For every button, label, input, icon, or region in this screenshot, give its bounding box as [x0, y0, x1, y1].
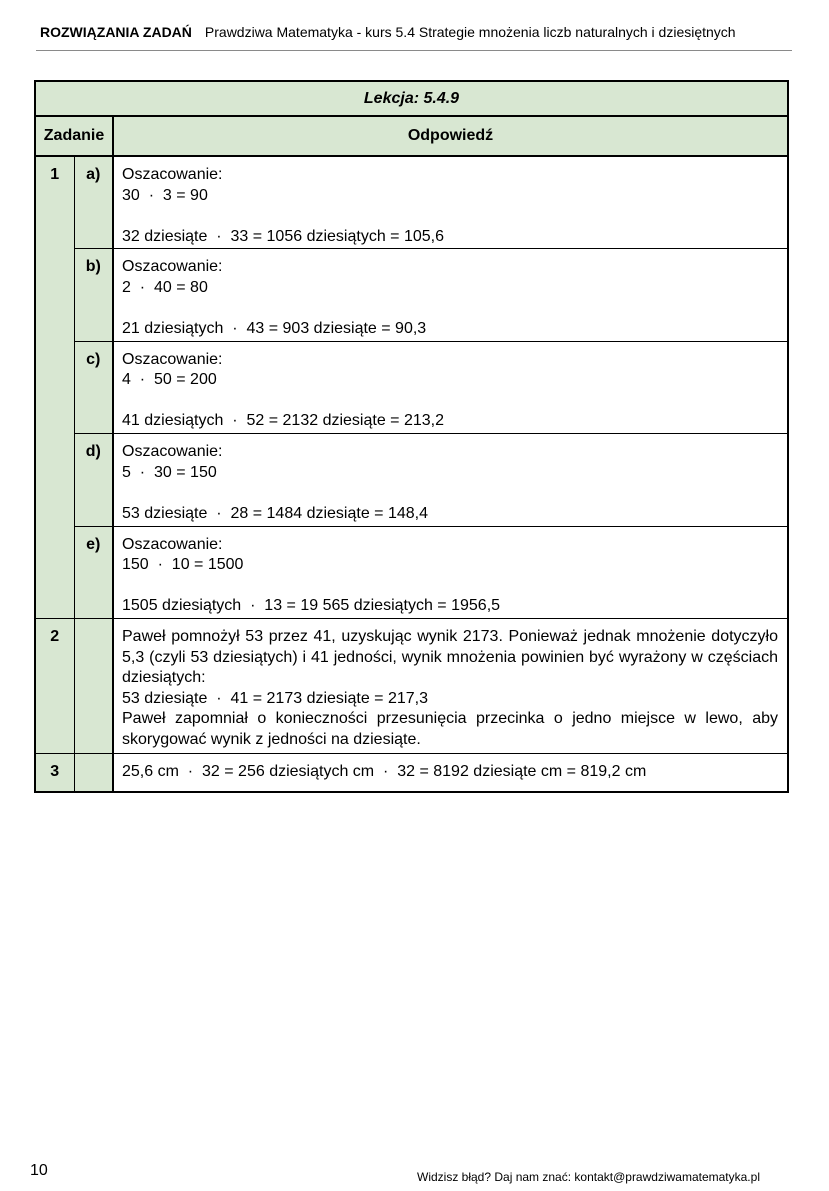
answer-line: 53 dziesiąte · 28 = 1484 dziesiąte = 148,4 — [122, 504, 428, 522]
answer-line: 150 · 10 = 1500 — [122, 556, 244, 573]
lesson-row — [35, 81, 788, 116]
answer-line: 53 dziesiąte · 41 = 2173 dziesiąte = 217,3 — [122, 689, 428, 707]
answer-line: Paweł pomnożył 53 przez 41, uzyskując wynik 2173. Ponieważ jednak mnożenie dotyczyło 5,3 (czyli 53 dziesiątych) i 41 jedności, wynik mnożenia powinien być wyrażony w częściach dziesiątych: — [122, 628, 783, 686]
task-1c-letter: c) — [74, 341, 113, 434]
task-2-row — [35, 619, 788, 754]
column-header-row — [35, 116, 788, 156]
solutions-table — [34, 80, 789, 793]
answer-line — [122, 576, 778, 597]
task-2-number: 2 — [35, 619, 74, 754]
task-1b-letter: b) — [74, 249, 113, 342]
task-1a-answer — [113, 156, 788, 249]
task-3-row — [35, 754, 788, 792]
answer-line: 30 · 3 = 90 — [122, 186, 208, 204]
task-2-answer — [113, 619, 788, 754]
answer-line: Oszacowanie: — [122, 350, 223, 368]
task-1d-letter: d) — [74, 434, 113, 527]
task-1e-answer — [113, 526, 788, 619]
answer-line: Paweł zapomniał o konieczności przesunięcia przecinka o jedno miejsce w lewo, aby skorygować wynik z jedności na dziesiąte. — [122, 710, 783, 748]
task-1e-letter: e) — [74, 526, 113, 619]
answer-line: 25,6 cm · 32 = 256 dziesiątych cm · 32 = 8192 dziesiąte cm = 819,2 cm — [122, 763, 647, 780]
answer-line: 41 dziesiątych · 52 = 2132 dziesiąte = 213,2 — [122, 412, 444, 429]
course-title: Prawdziwa Matematyka - kurs 5.4 Strategie mnożenia liczb naturalnych i dziesiętnych — [204, 24, 736, 40]
answer-line: 1505 dziesiątych · 13 = 19 565 dziesiątych = 1956,5 — [122, 597, 501, 614]
task-1-number: 1 — [35, 156, 74, 619]
task-2-letter — [74, 619, 113, 754]
answer-line: 2 · 40 = 80 — [122, 278, 208, 296]
page-number: 10 — [30, 1162, 48, 1179]
column-header-answer: Odpowiedź — [113, 116, 788, 156]
answer-line: Oszacowanie: — [122, 535, 223, 553]
task-1d-row — [35, 434, 788, 527]
footer-contact: Widzisz błąd? Daj nam znać: kontakt@prawdziwamatematyka.pl — [417, 1170, 760, 1184]
task-1d-answer — [113, 434, 788, 527]
answer-line — [122, 391, 778, 412]
task-1c-row — [35, 341, 788, 434]
document-type-label: ROZWIĄZANIA ZADAŃ — [40, 24, 192, 40]
answer-line: Oszacowanie: — [122, 258, 223, 275]
answer-line: 4 · 50 = 200 — [122, 371, 217, 388]
task-1b-row — [35, 249, 788, 342]
task-1b-answer — [113, 249, 788, 342]
answer-line — [122, 298, 778, 319]
task-3-number: 3 — [35, 754, 74, 792]
answer-line: 5 · 30 = 150 — [122, 463, 217, 481]
answer-line — [122, 483, 778, 504]
answer-line: 32 dziesiąte · 33 = 1056 dziesiątych = 105,6 — [122, 227, 444, 245]
task-1a-row — [35, 156, 788, 249]
header-divider — [36, 50, 792, 51]
task-1a-letter: a) — [74, 156, 113, 249]
answer-line: Oszacowanie: — [122, 166, 223, 183]
column-header-task: Zadanie — [35, 116, 113, 156]
lesson-title: Lekcja: 5.4.9 — [35, 81, 788, 116]
task-3-letter — [74, 754, 113, 792]
answer-line: Oszacowanie: — [122, 443, 223, 460]
page-header — [40, 24, 736, 40]
task-3-answer — [113, 754, 788, 792]
task-1e-row — [35, 526, 788, 619]
task-1c-answer — [113, 341, 788, 434]
answer-line — [122, 206, 778, 227]
answer-line: 21 dziesiątych · 43 = 903 dziesiąte = 90,3 — [122, 319, 427, 337]
